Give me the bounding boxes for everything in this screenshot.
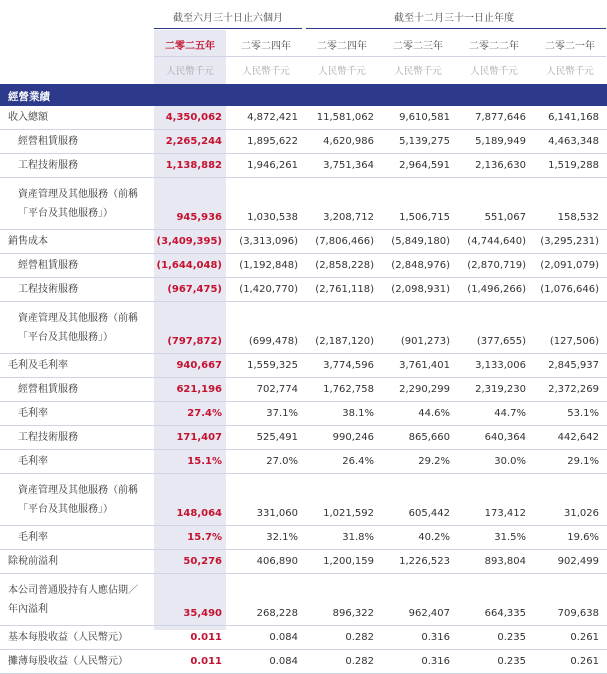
value-cell: 268,228 [230, 574, 306, 626]
value-cell: 44.6% [382, 402, 458, 426]
value-cell: (1,496,266) [458, 278, 534, 302]
row-label [0, 450, 154, 474]
value-cell: 962,407 [382, 574, 458, 626]
value-cell: 53.1% [534, 402, 607, 426]
row-label-line: 經營租賃服務 [18, 384, 78, 395]
year-header-2023: 二零二三年 [393, 41, 443, 52]
table-row [0, 254, 607, 278]
value-cell-highlight: 1,138,882 [154, 154, 230, 178]
value-cell: 0.316 [382, 650, 458, 674]
value-cell: 37.1% [230, 402, 306, 426]
value-cell: 4,463,348 [534, 130, 607, 154]
value-cell-highlight: (967,475) [154, 278, 230, 302]
value-cell: 0.235 [458, 650, 534, 674]
row-label-line: 除稅前溢利 [8, 556, 58, 567]
value-cell: 865,660 [382, 426, 458, 450]
value-cell: 1,559,325 [230, 354, 306, 378]
row-label [0, 154, 154, 178]
value-cell: (5,849,180) [382, 230, 458, 254]
table-row [0, 178, 607, 230]
value-cell: (377,655) [458, 302, 534, 354]
value-cell: 664,335 [458, 574, 534, 626]
value-cell: 1,762,758 [306, 378, 382, 402]
value-cell-highlight: 4,350,062 [154, 106, 230, 130]
value-cell: 0.084 [230, 650, 306, 674]
value-cell: (2,870,719) [458, 254, 534, 278]
row-label [0, 230, 154, 254]
value-cell-highlight: 15.7% [154, 526, 230, 550]
header-group-rule [306, 28, 606, 29]
year-header-2022: 二零二二年 [469, 41, 519, 52]
section-title: 經營業績 [8, 91, 50, 103]
value-cell: 1,200,159 [306, 550, 382, 574]
value-cell: 30.0% [458, 450, 534, 474]
table-row [0, 378, 607, 402]
value-cell: 2,964,591 [382, 154, 458, 178]
table-row [0, 626, 607, 650]
year-header-rule [154, 56, 606, 57]
value-cell: (3,295,231) [534, 230, 607, 254]
table-row [0, 354, 607, 378]
row-label [0, 354, 154, 378]
value-cell: 0.235 [458, 626, 534, 650]
value-cell-highlight: 27.4% [154, 402, 230, 426]
financial-table [0, 106, 607, 674]
table-row [0, 426, 607, 450]
value-cell: 1,021,592 [306, 474, 382, 526]
value-cell: 38.1% [306, 402, 382, 426]
value-cell: 605,442 [382, 474, 458, 526]
value-cell: 1,895,622 [230, 130, 306, 154]
row-label [0, 574, 154, 626]
section-header-band [0, 84, 607, 106]
table-row [0, 650, 607, 674]
value-cell: 0.261 [534, 626, 607, 650]
value-cell: (2,187,120) [306, 302, 382, 354]
row-label [0, 106, 154, 130]
value-cell: 2,372,269 [534, 378, 607, 402]
table-row [0, 230, 607, 254]
value-cell: (1,420,770) [230, 278, 306, 302]
value-cell: 0.316 [382, 626, 458, 650]
table-row [0, 550, 607, 574]
row-label [0, 378, 154, 402]
value-cell-highlight: 35,490 [154, 574, 230, 626]
value-cell: (699,478) [230, 302, 306, 354]
year-header-2024-h1: 二零二四年 [241, 41, 291, 52]
value-cell: 11,581,062 [306, 106, 382, 130]
row-label [0, 650, 154, 674]
header-group-annual: 截至十二月三十一日止年度 [394, 13, 514, 24]
value-cell: 158,532 [534, 178, 607, 230]
value-cell: 1,519,288 [534, 154, 607, 178]
row-label-line: 毛利率 [18, 408, 48, 419]
value-cell: 896,322 [306, 574, 382, 626]
value-cell: 4,872,421 [230, 106, 306, 130]
value-cell: 3,774,596 [306, 354, 382, 378]
value-cell: 2,136,630 [458, 154, 534, 178]
value-cell: 0.261 [534, 650, 607, 674]
row-label [0, 130, 154, 154]
value-cell: 0.282 [306, 626, 382, 650]
value-cell-highlight: 2,265,244 [154, 130, 230, 154]
value-cell: 442,642 [534, 426, 607, 450]
row-label-line: 基本每股收益（人民幣元） [8, 632, 128, 643]
value-cell: 3,761,401 [382, 354, 458, 378]
value-cell: (2,098,931) [382, 278, 458, 302]
table-row [0, 130, 607, 154]
value-cell: 27.0% [230, 450, 306, 474]
row-label-line: 毛利及毛利率 [8, 360, 68, 371]
value-cell: (2,858,228) [306, 254, 382, 278]
row-label [0, 278, 154, 302]
value-cell: 29.1% [534, 450, 607, 474]
row-label [0, 302, 154, 354]
value-cell: (3,313,096) [230, 230, 306, 254]
value-cell: 7,877,646 [458, 106, 534, 130]
unit-label: 人民幣千元 [546, 66, 594, 77]
value-cell: 902,499 [534, 550, 607, 574]
value-cell: 32.1% [230, 526, 306, 550]
value-cell: 0.282 [306, 650, 382, 674]
unit-label: 人民幣千元 [318, 66, 366, 77]
row-label-line: 資產管理及其他服務（前稱 [18, 312, 138, 324]
value-cell-highlight: (797,872) [154, 302, 230, 354]
value-cell-highlight: (3,409,395) [154, 230, 230, 254]
value-cell-highlight: 50,276 [154, 550, 230, 574]
header-group-six-months: 截至六月三十日止六個月 [173, 13, 283, 24]
value-cell: 0.084 [230, 626, 306, 650]
value-cell: 1,506,715 [382, 178, 458, 230]
unit-label: 人民幣千元 [242, 66, 290, 77]
table-row [0, 154, 607, 178]
value-cell: 26.4% [306, 450, 382, 474]
table-row [0, 302, 607, 354]
row-label-line: 工程技術服務 [18, 160, 78, 171]
row-label-line: 工程技術服務 [18, 432, 78, 443]
value-cell: 893,804 [458, 550, 534, 574]
unit-label: 人民幣千元 [166, 66, 214, 77]
value-cell: 3,133,006 [458, 354, 534, 378]
value-cell: 2,290,299 [382, 378, 458, 402]
value-cell: 40.2% [382, 526, 458, 550]
year-header-2021: 二零二一年 [545, 41, 595, 52]
row-label-line: 攤薄每股收益（人民幣元） [8, 656, 128, 667]
row-label-line: 「平台及其他服務」） [18, 331, 113, 343]
value-cell: 990,246 [306, 426, 382, 450]
value-cell: (2,091,079) [534, 254, 607, 278]
value-cell-highlight: 171,407 [154, 426, 230, 450]
value-cell: 5,189,949 [458, 130, 534, 154]
row-label-line: 毛利率 [18, 532, 48, 543]
value-cell: 173,412 [458, 474, 534, 526]
row-label-line: 「平台及其他服務」） [18, 207, 113, 219]
value-cell: (2,848,976) [382, 254, 458, 278]
row-label [0, 526, 154, 550]
value-cell-highlight: (1,644,048) [154, 254, 230, 278]
row-label-line: 經營租賃服務 [18, 136, 78, 147]
value-cell: 3,751,364 [306, 154, 382, 178]
value-cell-highlight: 940,667 [154, 354, 230, 378]
value-cell: 31.5% [458, 526, 534, 550]
row-label-line: 工程技術服務 [18, 284, 78, 295]
value-cell: (2,761,118) [306, 278, 382, 302]
value-cell: (127,506) [534, 302, 607, 354]
value-cell: 551,067 [458, 178, 534, 230]
row-label-line: 年內溢利 [8, 603, 48, 615]
value-cell: 331,060 [230, 474, 306, 526]
row-label-line: 收入總額 [8, 112, 48, 123]
value-cell: 44.7% [458, 402, 534, 426]
row-label-line: 銷售成本 [8, 236, 48, 247]
table-row [0, 402, 607, 426]
row-label [0, 254, 154, 278]
value-cell: 709,638 [534, 574, 607, 626]
value-cell: 2,845,937 [534, 354, 607, 378]
value-cell: 5,139,275 [382, 130, 458, 154]
value-cell: (1,192,848) [230, 254, 306, 278]
value-cell-highlight: 148,064 [154, 474, 230, 526]
table-row [0, 106, 607, 130]
table-row [0, 474, 607, 526]
header-group-rule [154, 28, 302, 29]
row-label-line: 資產管理及其他服務（前稱 [18, 484, 138, 496]
value-cell: 1,226,523 [382, 550, 458, 574]
value-cell: 702,774 [230, 378, 306, 402]
value-cell: (7,806,466) [306, 230, 382, 254]
value-cell: 640,364 [458, 426, 534, 450]
value-cell: 3,208,712 [306, 178, 382, 230]
row-label-line: 本公司普通股持有人應佔期／ [8, 584, 138, 596]
row-label [0, 550, 154, 574]
value-cell: 1,030,538 [230, 178, 306, 230]
value-cell: 31.8% [306, 526, 382, 550]
value-cell-highlight: 0.011 [154, 650, 230, 674]
value-cell: 29.2% [382, 450, 458, 474]
table-row [0, 450, 607, 474]
year-header-2024: 二零二四年 [317, 41, 367, 52]
value-cell-highlight: 945,936 [154, 178, 230, 230]
row-label [0, 402, 154, 426]
value-cell-highlight: 0.011 [154, 626, 230, 650]
row-label [0, 426, 154, 450]
unit-label: 人民幣千元 [394, 66, 442, 77]
row-label [0, 474, 154, 526]
value-cell: 31,026 [534, 474, 607, 526]
value-cell: 9,610,581 [382, 106, 458, 130]
value-cell: 6,141,168 [534, 106, 607, 130]
unit-label: 人民幣千元 [470, 66, 518, 77]
row-label-line: 毛利率 [18, 456, 48, 467]
value-cell: (1,076,646) [534, 278, 607, 302]
value-cell: 4,620,986 [306, 130, 382, 154]
row-label-line: 「平台及其他服務」） [18, 503, 113, 515]
value-cell: 2,319,230 [458, 378, 534, 402]
value-cell: 525,491 [230, 426, 306, 450]
value-cell: (901,273) [382, 302, 458, 354]
row-label-line: 經營租賃服務 [18, 260, 78, 271]
row-label [0, 178, 154, 230]
row-label [0, 626, 154, 650]
value-cell-highlight: 15.1% [154, 450, 230, 474]
value-cell: 19.6% [534, 526, 607, 550]
year-header-2025-h1: 二零二五年 [165, 41, 215, 52]
row-label-line: 資產管理及其他服務（前稱 [18, 188, 138, 200]
value-cell: 1,946,261 [230, 154, 306, 178]
table-row [0, 574, 607, 626]
value-cell: (4,744,640) [458, 230, 534, 254]
table-row [0, 278, 607, 302]
value-cell: 406,890 [230, 550, 306, 574]
value-cell-highlight: 621,196 [154, 378, 230, 402]
table-row [0, 526, 607, 550]
